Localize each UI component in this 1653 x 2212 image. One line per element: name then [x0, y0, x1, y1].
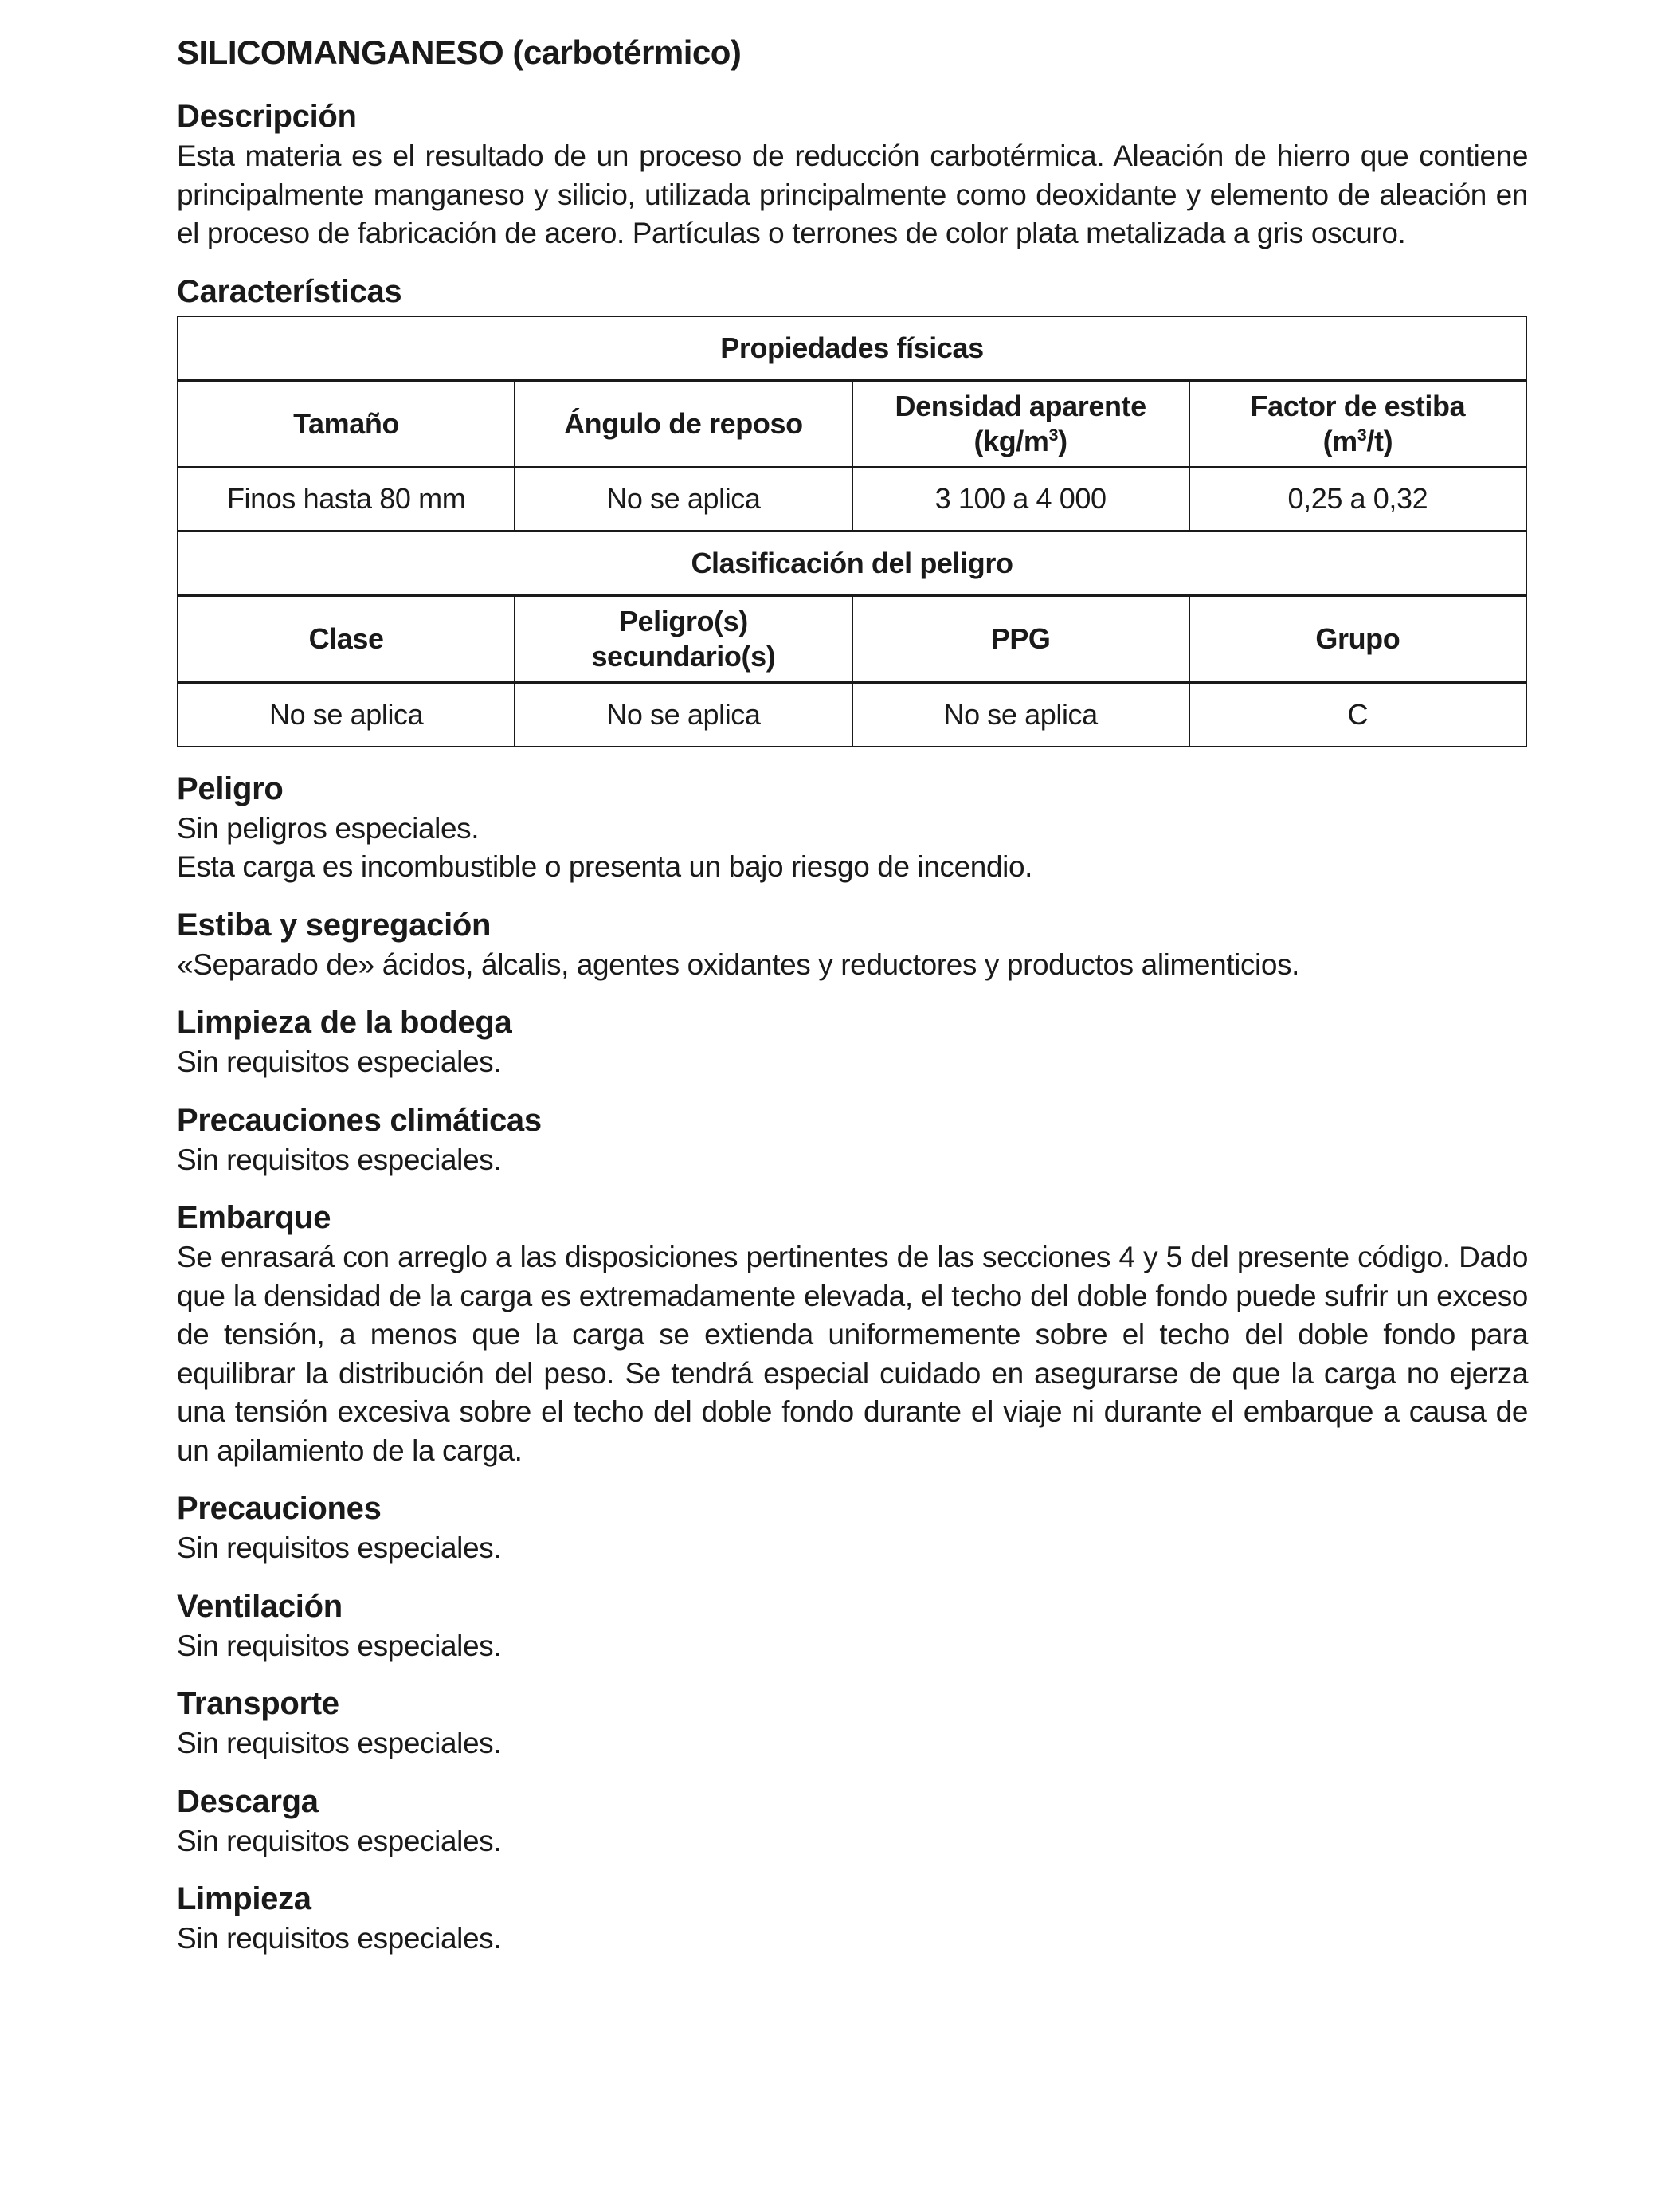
section-heading: Transporte: [177, 1686, 339, 1721]
section-text: Sin peligros especiales.: [177, 811, 480, 845]
header-line-2: secundario(s): [591, 639, 776, 673]
section-stowage-segregation: [177, 904, 1528, 985]
header-size: Tamaño: [178, 380, 515, 467]
header-class: Clase: [178, 595, 515, 682]
section-heading: Limpieza de la bodega: [177, 1005, 512, 1040]
section-heading: Precauciones: [177, 1491, 382, 1526]
section-heading: Ventilación: [177, 1588, 343, 1624]
characteristics-table: [177, 316, 1527, 747]
section-heading: Precauciones climáticas: [177, 1102, 542, 1138]
header-angle-of-repose: Ángulo de reposo: [515, 380, 852, 467]
header-bulk-density: [852, 380, 1189, 467]
section-heading: Descarga: [177, 1783, 319, 1819]
unit-pre: (kg/m: [973, 424, 1049, 457]
value-angle-of-repose: No se aplica: [515, 467, 852, 531]
section-heading: Embarque: [177, 1200, 331, 1235]
document-page: [177, 30, 1528, 1976]
header-line-1: Peligro(s): [618, 604, 748, 637]
section-text: Sin requisitos especiales.: [177, 1532, 502, 1564]
value-subsidiary-risks: No se aplica: [515, 682, 852, 747]
header-subsidiary-risks: [515, 595, 852, 682]
section-description: [177, 96, 1528, 253]
section-text: Esta carga es incombustible o presenta un bajo riesgo de incendio.: [177, 850, 1033, 883]
section-clean-up: [177, 1878, 1528, 1959]
value-size: Finos hasta 80 mm: [178, 467, 515, 531]
physical-properties-title: Propiedades físicas: [178, 316, 1526, 381]
header-unit: [1323, 425, 1393, 457]
section-hazard: [177, 768, 1528, 887]
hazard-classification-title: Clasificación del peligro: [178, 531, 1526, 595]
section-text: Sin requisitos especiales.: [177, 1629, 502, 1662]
value-ppg: No se aplica: [852, 682, 1189, 747]
section-precautions: [177, 1488, 1528, 1568]
value-group: C: [1189, 682, 1526, 747]
section-hold-cleanliness: [177, 1002, 1528, 1082]
value-class: No se aplica: [178, 682, 515, 747]
unit-post: ): [1058, 424, 1067, 457]
header-group: Grupo: [1189, 595, 1526, 682]
section-characteristics: [177, 271, 1528, 747]
section-heading: Estiba y segregación: [177, 907, 492, 943]
header-main: Factor de estiba: [1250, 389, 1466, 422]
section-text: Sin requisitos especiales.: [177, 1824, 502, 1857]
section-heading: Limpieza: [177, 1881, 311, 1916]
section-text: Sin requisitos especiales.: [177, 1045, 502, 1078]
header-stowage-factor: [1189, 380, 1526, 467]
section-heading: Peligro: [177, 771, 284, 806]
section-carriage: [177, 1683, 1528, 1763]
value-bulk-density: 3 100 a 4 000: [852, 467, 1189, 531]
section-text: Sin requisitos especiales.: [177, 1727, 502, 1759]
unit-sup: 3: [1048, 424, 1059, 445]
section-text: Sin requisitos especiales.: [177, 1143, 502, 1176]
header-unit: [974, 425, 1067, 457]
section-heading: Descripción: [177, 99, 357, 134]
section-weather-precautions: [177, 1100, 1528, 1180]
section-text: Sin requisitos especiales.: [177, 1922, 502, 1955]
section-text: Esta materia es el resultado de un proceso de reducción carbotérmica. Aleación de hierro que contiene principalmente manganeso y silicio, utilizada principalmente como deoxidante y elemento de aleación en el proceso de fabricación de acero. Partículas o terrones de color plata metalizada a gris oscuro.: [177, 139, 1528, 249]
section-heading: Características: [177, 273, 402, 309]
section-text: Se enrasará con arreglo a las disposiciones pertinentes de las secciones 4 y 5 del presente código. Dado que la densidad de la carga es extremadamente elevada, el techo del doble fondo puede sufrir un exceso de tensión, a menos que la carga se extienda uniformemente sobre el techo del doble fondo para equilibrar la distribución del peso. Se tendrá especial cuidado en asegurarse de que la carga no ejerza una tensión excesiva sobre el techo del doble fondo durante el viaje ni durante el embarque a causa de un apilamiento de la carga.: [177, 1241, 1528, 1467]
section-discharge: [177, 1781, 1528, 1861]
header-main: Densidad aparente: [895, 389, 1146, 422]
section-ventilation: [177, 1586, 1528, 1666]
unit-sup: 3: [1357, 424, 1367, 445]
section-loading: [177, 1197, 1528, 1470]
header-ppg: PPG: [852, 595, 1189, 682]
unit-post: /t): [1366, 424, 1393, 457]
document-title: SILICOMANGANESO (carbotérmico): [177, 33, 742, 71]
unit-pre: (m: [1322, 424, 1357, 457]
value-stowage-factor: 0,25 a 0,32: [1189, 467, 1526, 531]
section-text: «Separado de» ácidos, álcalis, agentes oxidantes y reductores y productos alimenticios.: [177, 947, 1300, 981]
